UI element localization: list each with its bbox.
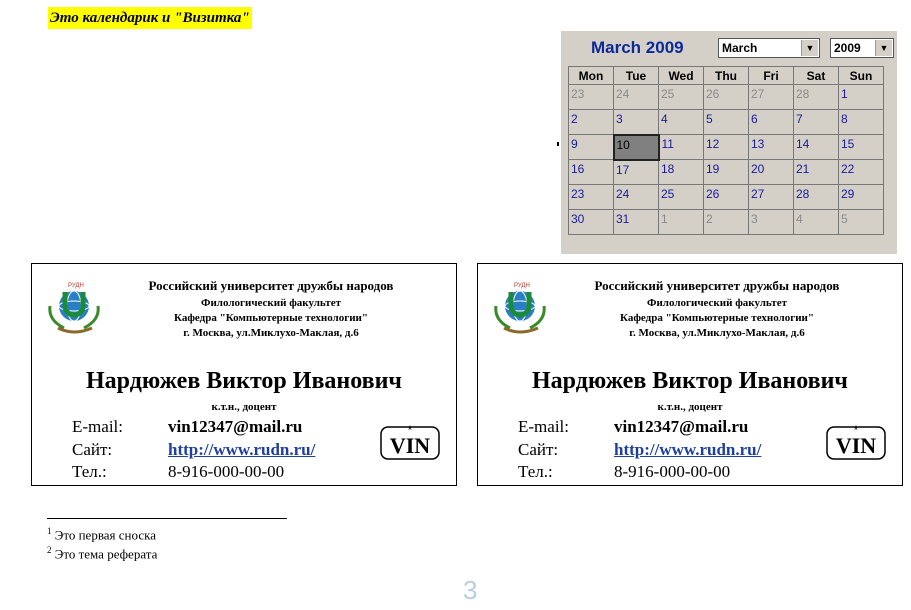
calendar-day[interactable]: 22 bbox=[839, 160, 884, 185]
weekday-header: Wed bbox=[659, 67, 704, 85]
vin-logo bbox=[380, 422, 440, 462]
calendar-day[interactable]: 24 bbox=[614, 185, 659, 210]
calendar-day[interactable]: 19 bbox=[704, 160, 749, 185]
address: г. Москва, ул.Миклухо-Маклая, д.6 bbox=[629, 327, 805, 339]
calendar-day[interactable]: 27 bbox=[749, 85, 794, 110]
calendar-day[interactable]: 24 bbox=[614, 85, 659, 110]
calendar-day[interactable]: 26 bbox=[704, 185, 749, 210]
degree: к.т.н., доцент bbox=[211, 401, 277, 413]
calendar-week-row bbox=[569, 110, 884, 135]
calendar-day[interactable]: 23 bbox=[569, 85, 614, 110]
person-name: Нардюжев Виктор Иванович bbox=[532, 368, 848, 394]
email-value: vin12347@mail.ru bbox=[168, 417, 303, 436]
calendar-day[interactable]: 28 bbox=[794, 85, 839, 110]
footnote bbox=[47, 545, 157, 562]
year-select[interactable] bbox=[830, 38, 894, 58]
footnote-text: Это первая сноска bbox=[54, 527, 156, 543]
calendar-day[interactable]: 30 bbox=[569, 210, 614, 235]
business-card bbox=[477, 263, 903, 486]
svg-text:*: * bbox=[853, 423, 859, 437]
address: г. Москва, ул.Миклухо-Маклая, д.6 bbox=[183, 327, 359, 339]
calendar-day-selected[interactable]: 10 bbox=[614, 135, 659, 160]
logo-text: РУДН bbox=[514, 283, 530, 289]
weekday-header: Mon bbox=[569, 67, 614, 85]
highlighted-title: Это календарик и "Визитка" bbox=[48, 7, 252, 29]
calendar-week-row bbox=[569, 160, 884, 185]
month-select[interactable] bbox=[718, 38, 820, 58]
email-label: E-mail: bbox=[72, 417, 123, 436]
site-link[interactable]: http://www.rudn.ru/ bbox=[168, 440, 316, 459]
calendar-day[interactable]: 29 bbox=[839, 185, 884, 210]
footnote-text: Это тема реферата bbox=[54, 546, 158, 562]
calendar-day[interactable]: 6 bbox=[749, 110, 794, 135]
phone-label: Тел.: bbox=[518, 462, 553, 481]
weekday-header: Sat bbox=[794, 67, 839, 85]
calendar-day[interactable]: 1 bbox=[659, 210, 704, 235]
faculty: Филологический факультет bbox=[201, 297, 341, 309]
calendar-week-row bbox=[569, 135, 884, 160]
calendar-day[interactable]: 18 bbox=[659, 160, 704, 185]
weekday-row bbox=[569, 67, 884, 85]
calendar-day[interactable]: 20 bbox=[749, 160, 794, 185]
footnote-number: 1 bbox=[47, 526, 52, 536]
calendar-title: March 2009 bbox=[591, 38, 684, 57]
calendar-day[interactable]: 2 bbox=[569, 110, 614, 135]
university-name: Российский университет дружбы народов bbox=[594, 278, 840, 293]
degree: к.т.н., доцент bbox=[657, 401, 723, 413]
footnote bbox=[47, 526, 156, 543]
business-card bbox=[31, 263, 457, 486]
weekday-header: Fri bbox=[749, 67, 794, 85]
calendar-day[interactable]: 4 bbox=[659, 110, 704, 135]
calendar-day[interactable]: 21 bbox=[794, 160, 839, 185]
site-label: Сайт: bbox=[72, 440, 113, 459]
calendar bbox=[561, 31, 897, 254]
calendar-day[interactable]: 17 bbox=[614, 160, 659, 185]
university-name: Российский университет дружбы народов bbox=[148, 278, 394, 293]
footnote-number: 2 bbox=[47, 545, 52, 555]
calendar-day[interactable]: 31 bbox=[614, 210, 659, 235]
calendar-day[interactable]: 8 bbox=[839, 110, 884, 135]
department: Кафедра "Компьютерные технологии" bbox=[173, 312, 368, 324]
calendar-day[interactable]: 27 bbox=[749, 185, 794, 210]
person-name: Нардюжев Виктор Иванович bbox=[86, 368, 402, 394]
calendar-day[interactable]: 1 bbox=[839, 85, 884, 110]
calendar-day[interactable]: 9 bbox=[569, 135, 614, 160]
anchor-mark bbox=[557, 142, 559, 146]
calendar-week-row bbox=[569, 85, 884, 110]
vin-logo-text: VIN bbox=[835, 433, 877, 458]
university-logo bbox=[44, 278, 106, 338]
page-number: 3 bbox=[463, 575, 478, 605]
calendar-day[interactable]: 5 bbox=[704, 110, 749, 135]
calendar-day[interactable]: 3 bbox=[614, 110, 659, 135]
month-select-value: March bbox=[722, 41, 758, 55]
calendar-week-row bbox=[569, 210, 884, 235]
calendar-day[interactable]: 11 bbox=[659, 135, 704, 160]
calendar-day[interactable]: 13 bbox=[749, 135, 794, 160]
site-link[interactable]: http://www.rudn.ru/ bbox=[614, 440, 762, 459]
chevron-down-icon[interactable]: ▼ bbox=[801, 40, 818, 56]
email-label: E-mail: bbox=[518, 417, 569, 436]
year-select-value: 2009 bbox=[834, 41, 861, 55]
phone-label: Тел.: bbox=[72, 462, 107, 481]
weekday-header: Sun bbox=[839, 67, 884, 85]
calendar-day[interactable]: 28 bbox=[794, 185, 839, 210]
logo-text: РУДН bbox=[68, 283, 84, 289]
department: Кафедра "Компьютерные технологии" bbox=[619, 312, 814, 324]
calendar-day[interactable]: 14 bbox=[794, 135, 839, 160]
vin-logo-text: VIN bbox=[389, 433, 431, 458]
phone-value: 8-916-000-00-00 bbox=[168, 462, 285, 481]
calendar-day[interactable]: 5 bbox=[839, 210, 884, 235]
calendar-day[interactable]: 23 bbox=[569, 185, 614, 210]
calendar-day[interactable]: 12 bbox=[704, 135, 749, 160]
calendar-day[interactable]: 25 bbox=[659, 185, 704, 210]
calendar-day[interactable]: 3 bbox=[749, 210, 794, 235]
weekday-header: Thu bbox=[704, 67, 749, 85]
email-value: vin12347@mail.ru bbox=[614, 417, 749, 436]
calendar-header bbox=[561, 31, 897, 65]
calendar-day[interactable]: 4 bbox=[794, 210, 839, 235]
chevron-down-icon[interactable]: ▼ bbox=[875, 40, 892, 56]
calendar-day[interactable]: 25 bbox=[659, 85, 704, 110]
weekday-header: Tue bbox=[614, 67, 659, 85]
calendar-week-row bbox=[569, 185, 884, 210]
calendar-day[interactable]: 26 bbox=[704, 85, 749, 110]
svg-text:*: * bbox=[407, 423, 413, 437]
calendar-grid bbox=[568, 66, 884, 235]
footnote-separator bbox=[47, 518, 287, 519]
calendar-day[interactable]: 2 bbox=[704, 210, 749, 235]
vin-logo bbox=[826, 422, 886, 462]
faculty: Филологический факультет bbox=[647, 297, 787, 309]
university-logo bbox=[490, 278, 552, 338]
calendar-day[interactable]: 16 bbox=[569, 160, 614, 185]
site-label: Сайт: bbox=[518, 440, 559, 459]
calendar-day[interactable]: 7 bbox=[794, 110, 839, 135]
phone-value: 8-916-000-00-00 bbox=[614, 462, 731, 481]
calendar-day[interactable]: 15 bbox=[839, 135, 884, 160]
